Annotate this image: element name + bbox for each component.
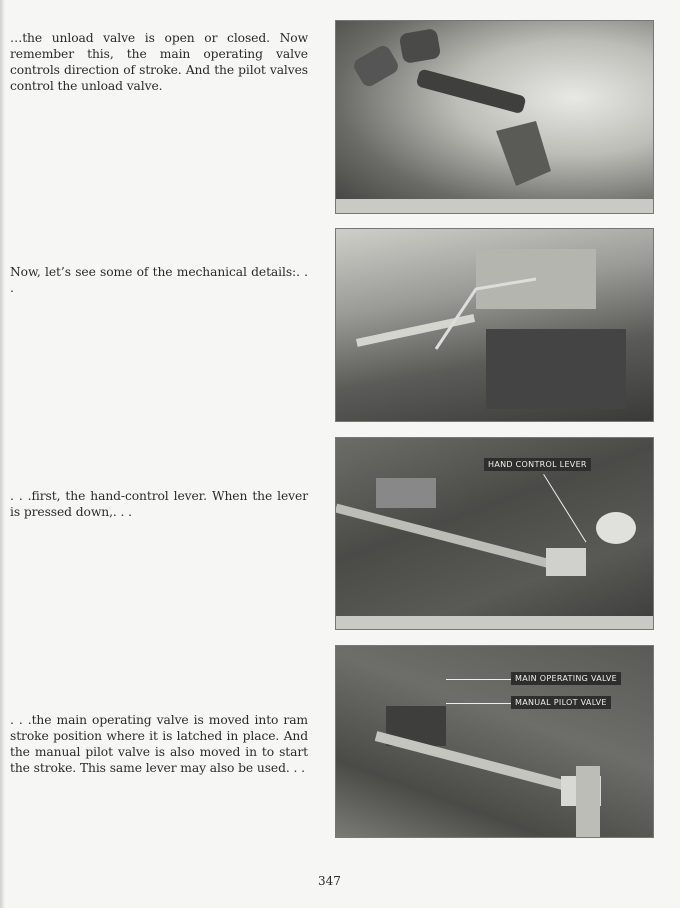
manual-pilot-valve-label: MANUAL PILOT VALVE xyxy=(511,696,611,709)
page-number: 347 xyxy=(318,874,341,888)
paragraph-mechanical-details: Now, let’s see some of the mechanical details:. . . xyxy=(10,265,308,295)
paragraph-hand-control-lever: . . .first, the hand-control lever. When the lever is pressed down,. . . xyxy=(10,489,308,519)
main-operating-valve-label: MAIN OPERATING VALVE xyxy=(511,672,621,685)
photo-machine-overview xyxy=(335,228,654,422)
manual-pilot-valve-pointer xyxy=(446,703,511,704)
main-operating-valve-pointer xyxy=(446,679,511,680)
valve-assembly-drawing xyxy=(336,21,653,213)
paragraph-main-operating-valve: . . .the main operating valve is moved into ram stroke position where it is latched in place. And the manual pilot valve is also moved in to start the stroke. This same lever may also be used. . . xyxy=(10,713,308,775)
paragraph-unload-valve: …the unload valve is open or closed. Now remember this, the main operating valve controls direction of stroke. And the pilot valves control the unload valve. xyxy=(10,31,308,93)
hand-control-lever-label: HAND CONTROL LEVER xyxy=(484,458,591,471)
machine-drawing xyxy=(336,229,653,421)
photo-operating-valves xyxy=(335,645,654,838)
photo-valve-assembly-illustration xyxy=(335,20,654,214)
page-spine-shadow xyxy=(0,0,5,908)
photo-hand-control-lever xyxy=(335,437,654,630)
